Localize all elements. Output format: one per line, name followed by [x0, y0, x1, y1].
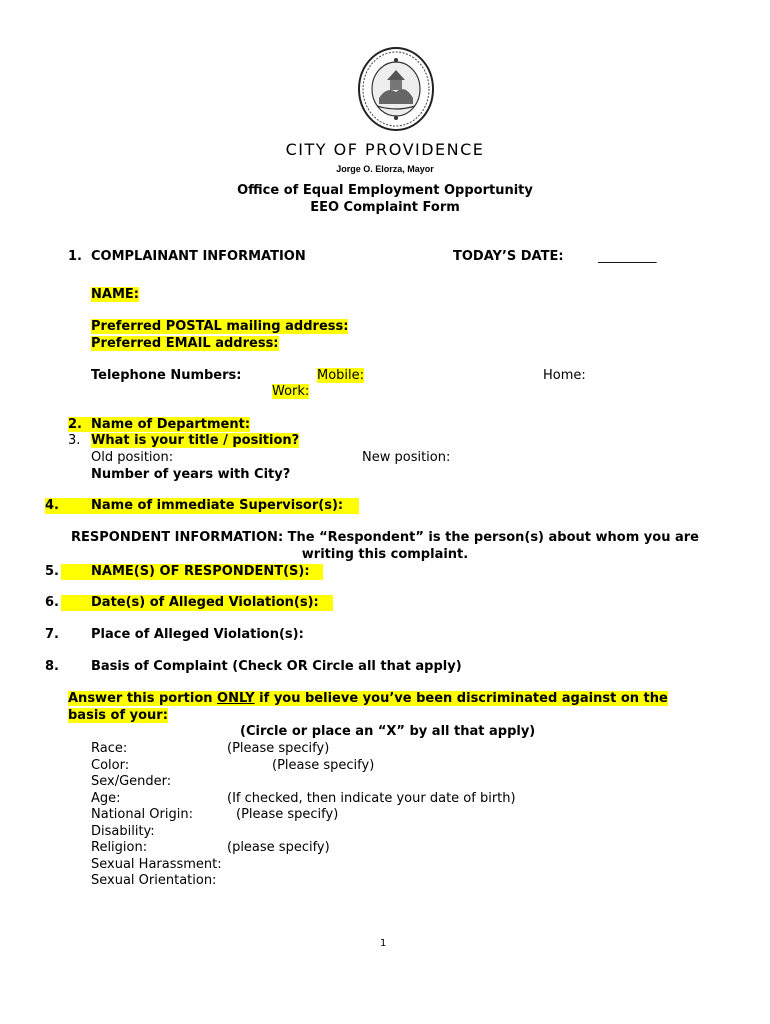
form-title: EEO Complaint Form: [310, 200, 460, 215]
section-8-number: 8.: [45, 659, 59, 674]
years-with-city-label: Number of years with City?: [91, 467, 291, 482]
basis-color-label: Color:: [91, 758, 130, 773]
city-name: CITY OF PROVIDENCE: [285, 140, 485, 159]
name-label: NAME:: [91, 287, 139, 302]
section-3-number: 3.: [68, 433, 81, 448]
new-position-label: New position:: [362, 450, 451, 465]
discrimination-intro-only: ONLY: [217, 691, 255, 706]
mayor-name: Jorge O. Elorza, Mayor: [336, 164, 434, 174]
todays-date-field[interactable]: _________: [598, 249, 657, 264]
title-position-label: What is your title / position?: [91, 433, 300, 448]
discrimination-intro-line2: basis of your:: [68, 708, 168, 723]
complainant-heading: COMPLAINANT INFORMATION: [91, 249, 306, 264]
page-number: 1: [380, 938, 387, 949]
respondent-names-label: NAME(S) OF RESPONDENT(S):: [61, 564, 323, 580]
basis-religion-label: Religion:: [91, 840, 148, 855]
section-4-number: 4.: [45, 498, 59, 513]
department-label: Name of Department:: [91, 417, 251, 432]
respondent-intro-line2: writing this complaint.: [301, 547, 469, 562]
violation-place-label: Place of Alleged Violation(s):: [91, 627, 304, 642]
basis-national-origin-note: (Please specify): [236, 807, 339, 822]
mobile-label: Mobile:: [317, 368, 365, 383]
section-5-number: 5.: [45, 564, 59, 579]
basis-disability-label: Disability:: [91, 824, 155, 839]
basis-sexual-harassment-label: Sexual Harassment:: [91, 857, 222, 872]
home-label: Home:: [543, 368, 586, 383]
basis-sex-gender-label: Sex/Gender:: [91, 774, 172, 789]
discrimination-instruction: (Circle or place an “X” by all that apply): [240, 724, 536, 739]
section-2-number: 2.: [68, 417, 82, 432]
section-1-number: 1.: [68, 249, 82, 264]
todays-date-label: TODAY’S DATE:: [453, 249, 564, 264]
basis-age-note: (If checked, then indicate your date of birth): [227, 791, 516, 806]
old-position-label: Old position:: [91, 450, 174, 465]
violation-dates-label: Date(s) of Alleged Violation(s):: [61, 595, 333, 611]
basis-sexual-orientation-label: Sexual Orientation:: [91, 873, 217, 888]
basis-color-note: (Please specify): [272, 758, 375, 773]
basis-religion-note: (please specify): [227, 840, 330, 855]
basis-race-note: (Please specify): [227, 741, 330, 756]
work-label: Work:: [272, 384, 310, 399]
basis-age-label: Age:: [91, 791, 121, 806]
respondent-intro-line1: RESPONDENT INFORMATION: The “Respondent” is the person(s) about whom you are: [71, 530, 699, 545]
discrimination-intro-post: if you believe you’ve been discriminated against on the: [254, 691, 668, 706]
section-7-number: 7.: [45, 627, 59, 642]
postal-address-label: Preferred POSTAL mailing address:: [91, 319, 349, 334]
basis-national-origin-label: National Origin:: [91, 807, 193, 822]
city-seal-icon: [357, 46, 435, 132]
basis-race-label: Race:: [91, 741, 128, 756]
office-name: Office of Equal Employment Opportunity: [237, 183, 533, 198]
discrimination-intro-pre: Answer this portion: [68, 691, 218, 706]
email-address-label: Preferred EMAIL address:: [91, 336, 279, 351]
section-6-number: 6.: [45, 595, 59, 610]
supervisor-label: Name of immediate Supervisor(s):: [91, 498, 344, 513]
telephone-label: Telephone Numbers:: [91, 368, 242, 383]
basis-of-complaint-label: Basis of Complaint (Check OR Circle all that apply): [91, 659, 462, 674]
